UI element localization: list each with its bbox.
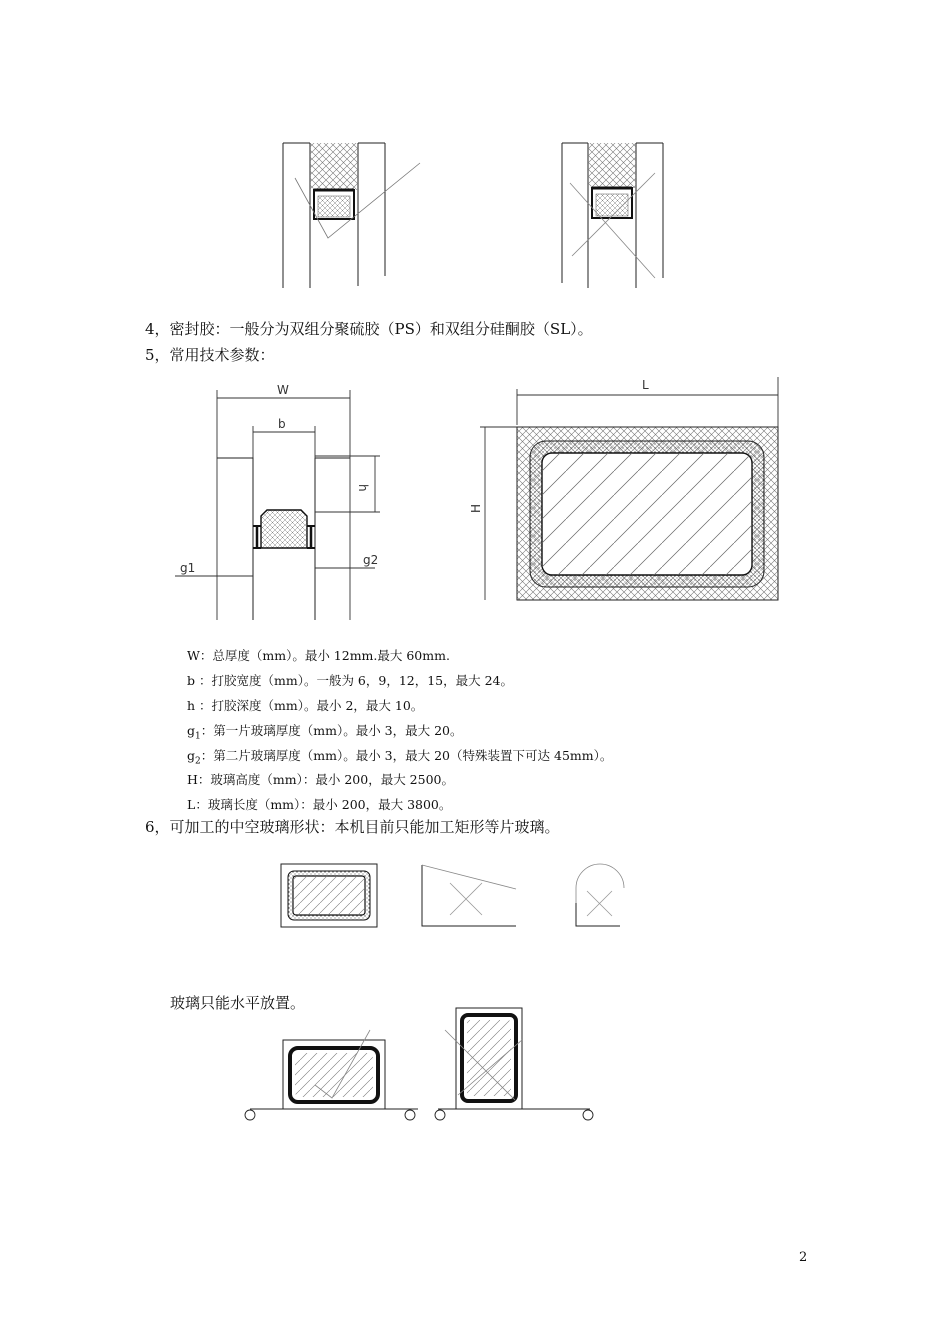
label-h: h [356,484,370,492]
paragraph-shapes: 6，可加工的中空玻璃形状：本机目前只能加工矩形等片玻璃。 [145,818,560,836]
param-item-H: H：玻璃高度（mm）：最小 200，最大 2500。 [187,772,454,787]
param-item-g1: $g_1$：第一片玻璃厚度（mm）。最小 3，最大 20。 [187,723,463,742]
label-g1: g1 [180,561,196,575]
parameter-section-diagram [165,380,395,625]
horizontal-placement-figure [240,1000,600,1130]
glass-plan-view-diagram [470,375,790,610]
label-H: H [469,503,483,513]
param-item-h: h ：打胶深度（mm）。最小 2，最大 10。 [187,698,424,713]
label-g2: g2 [363,553,379,567]
param-item-b: b ：打胶宽度（mm）。一般为 6，9，12，15，最大 24。 [187,673,514,688]
label-L: L [642,378,649,392]
paragraph-horizontal-only: 玻璃只能水平放置。 [170,994,306,1012]
paragraph-parameters-heading: 5，常用技术参数： [145,346,275,364]
top-left-section-figure [270,138,430,293]
arched-shape-not-ok-figure [570,863,630,929]
rectangle-shape-ok-figure [280,863,380,929]
label-b: b [278,417,286,431]
param-item-L: L：玻璃长度（mm）：最小 200，最大 3800。 [187,797,452,812]
paragraph-sealant: 4，密封胶：一般分为双组分聚硫胶（PS）和双组分硅酮胶（SL）。 [145,320,593,338]
page-number: 2 [799,1250,808,1265]
top-right-section-figure [550,138,680,293]
label-W: W [277,383,289,397]
param-item-g2: $g_2$：第二片玻璃厚度（mm）。最小 3，最大 20（特殊装置下可达 45mm）。 [187,748,613,767]
trapezoid-shape-not-ok-figure [420,863,520,929]
param-item-W: W：总厚度（mm）。最小 12mm.最大 60mm. [187,648,450,663]
